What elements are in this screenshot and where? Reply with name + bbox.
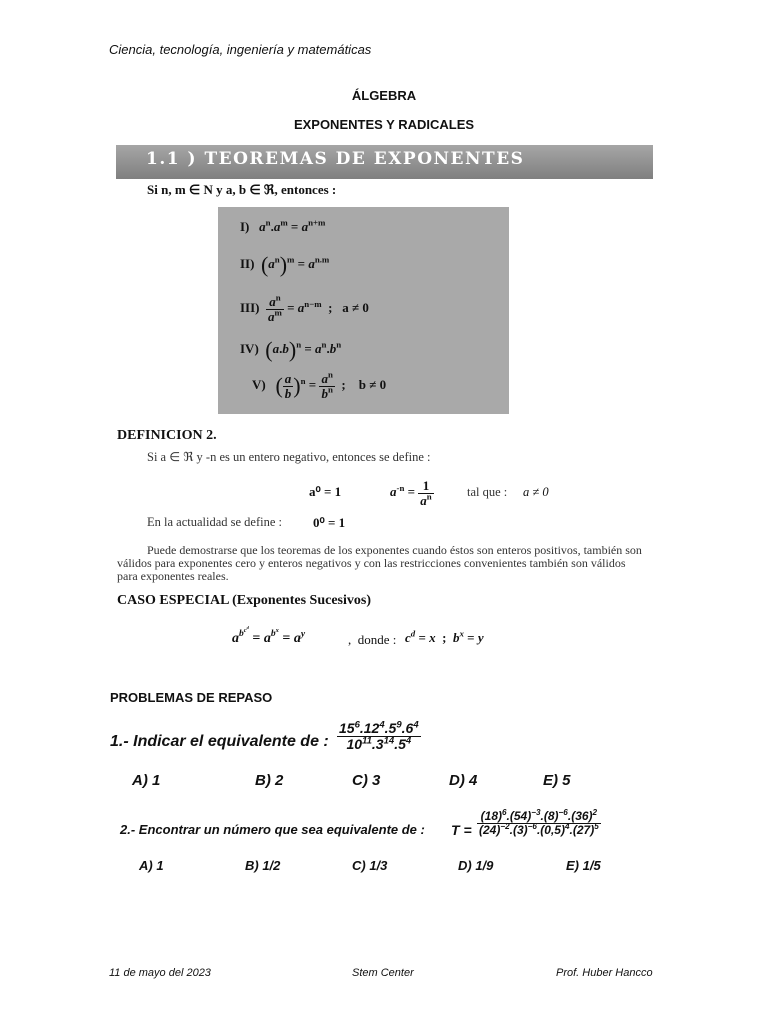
problem-2-statement: 2.- Encontrar un número que sea equivalente de : (120, 822, 425, 837)
theorem-1: I) $a^n.a^m = a^{n+m}$ (240, 217, 326, 234)
theorem-4: IV) $(a.b)^n = a^n.b^n$ (240, 337, 342, 362)
problem-2-option-c[interactable]: C) 1/3 (352, 858, 388, 873)
definition-title: DEFINICION 2. (117, 428, 217, 443)
problem-2-option-a[interactable]: A) 1 (139, 858, 164, 873)
theorem-4-label: IV) (240, 340, 259, 356)
definition-paragraph: Puede demostrarse que los teoremas de los exponentes cuando éstos son enteros positivos, también son válidos para exponentes cero y enteros negativos y con las restricciones convenientes también son válidos para exponentes reales. (117, 543, 642, 583)
negative-exponent-formula: $a^{-n}$ = $\frac{1}{a^n}$ (390, 478, 432, 508)
header-subject-line: Ciencia, tecnología, ingeniería y matemáticas (109, 42, 372, 57)
theorem-5-condition: b ≠ 0 (358, 377, 387, 393)
actual-definition-label: En la actualidad se define : (147, 515, 283, 529)
special-case-where-label: donde : (357, 632, 397, 647)
theorem-2-label: II) (240, 255, 255, 271)
such-that-label: tal que : (467, 485, 508, 499)
theorem-1-label: I) (240, 219, 250, 234)
theorem-5-label: V) (252, 377, 266, 393)
problem-2-option-e[interactable]: E) 1/5 (566, 858, 601, 873)
theorem-5: V) ( $\frac{a}{b}$ )$^n$ = $\frac{a^n}{b^n}$ ; b ≠ 0 (252, 369, 387, 401)
special-case-separator: ; (442, 630, 447, 645)
definition-text: Si a ∈ ℜ y -n es un entero negativo, entonces se define : (147, 450, 431, 464)
theorem-3-condition: a ≠ 0 (342, 300, 369, 316)
problem-2-option-d[interactable]: D) 1/9 (458, 858, 494, 873)
problem-1-option-b[interactable]: B) 2 (255, 772, 284, 789)
section-banner-title: 1.1 ) TEOREMAS DE EXPONENTES (146, 149, 525, 169)
theorems-intro: Si n, m ∈ N y a, b ∈ ℜ, entonces : (147, 182, 337, 197)
problem-1-option-a[interactable]: A) 1 (132, 772, 161, 789)
review-title: PROBLEMAS DE REPASO (110, 690, 273, 705)
special-case-formula: $a^{b^{c^d}} = a^{b^x} = a^y$ (232, 625, 306, 646)
problem-1-expression: $\frac{15^6.12^4.5^9.6^4}{10^{11}.3^{14}.5^4}$ (339, 719, 419, 752)
special-case-conditions: $c^d = x$ ; $b^x = y$ (405, 628, 484, 645)
theorem-3: III) $\frac{a^n}{a^m}$ = $a^{n-m}$ ; a ≠ 0 (240, 292, 369, 324)
problem-1-statement: 1.- Indicar el equivalente de : (110, 733, 329, 750)
problem-2-var: T = (451, 822, 472, 838)
problem-1-option-d[interactable]: D) 4 (449, 772, 478, 789)
zero-exponent-formula: a⁰ = 1 (309, 484, 342, 499)
section-banner (116, 145, 653, 179)
actual-definition-value: 0⁰ = 1 (313, 515, 346, 530)
problem-2-expression: $\frac{(18)^6.(54)^{-3}.(8)^{-6}.(36)^2}{(24)^{-2}.(3)^{-6}.(0,5)^4.(27)^5}$ (479, 808, 599, 837)
footer-date: 11 de mayo del 2023 (109, 967, 211, 979)
problem-2-option-b[interactable]: B) 1/2 (245, 858, 281, 873)
main-title: ÁLGEBRA (351, 88, 417, 103)
theorems-box (218, 207, 509, 414)
footer-center: Stem Center (352, 967, 414, 979)
theorem-3-label: III) (240, 300, 260, 316)
such-that-condition: a ≠ 0 (523, 485, 549, 499)
problem-1-option-c[interactable]: C) 3 (352, 772, 381, 789)
theorem-2: II) $(a^n)^m = a^{n.m}$ (240, 252, 330, 277)
sub-title: EXPONENTES Y RADICALES (293, 117, 475, 132)
problem-1-option-e[interactable]: E) 5 (543, 772, 571, 789)
special-case-title: CASO ESPECIAL (Exponentes Sucesivos) (117, 593, 371, 608)
footer-author: Prof. Huber Hancco (556, 967, 653, 979)
special-case-where: , donde : (348, 632, 397, 647)
